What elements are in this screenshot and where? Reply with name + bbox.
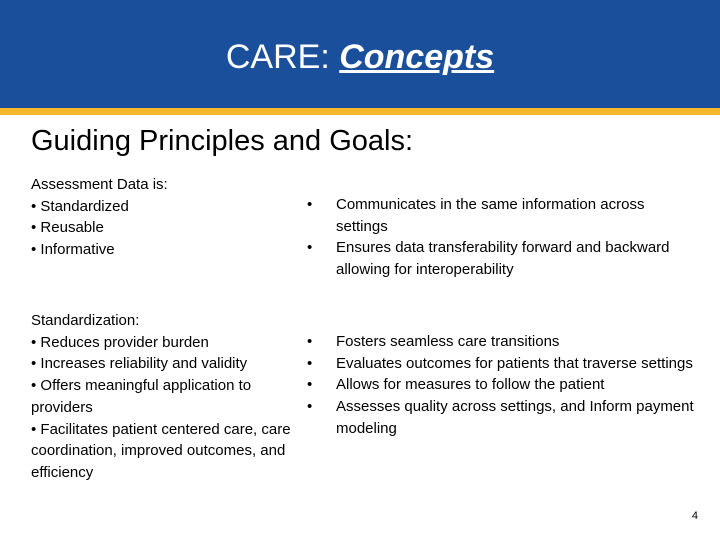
list-item: • Increases reliability and validity	[31, 353, 293, 375]
slide-title	[0, 36, 720, 78]
list-item: • Informative	[31, 239, 291, 261]
list-item: • Standardized	[31, 196, 291, 218]
list-item: • Offers meaningful application to providers	[31, 375, 293, 418]
assessment-list	[31, 196, 291, 261]
standardization-list	[31, 332, 293, 484]
section-heading: Guiding Principles and Goals:	[31, 125, 414, 157]
assessment-outcomes-block	[307, 194, 697, 281]
list-item: • Ensures data transferability forward and backward allowing for interoperability	[307, 237, 697, 280]
page-number: 4	[691, 510, 698, 522]
standardization-heading: Standardization:	[31, 312, 140, 329]
assessment-outcomes-list	[307, 194, 697, 281]
list-item: • Allows for measures to follow the patient	[307, 374, 697, 396]
banner-accent-rule	[0, 108, 720, 115]
standardization-outcomes-list	[307, 331, 697, 440]
slide-title-emphasis: Concepts	[339, 38, 495, 76]
assessment-heading: Assessment Data is:	[31, 176, 168, 193]
list-item: • Fosters seamless care transitions	[307, 331, 697, 353]
list-item: • Reduces provider burden	[31, 332, 293, 354]
standardization-outcomes-block	[307, 331, 697, 440]
standardization-block	[31, 310, 293, 484]
list-item: • Evaluates outcomes for patients that traverse settings	[307, 353, 697, 375]
slide-title-prefix: CARE:	[225, 38, 340, 76]
list-item: • Communicates in the same information across settings	[307, 194, 697, 237]
list-item: • Reusable	[31, 217, 291, 239]
list-item: • Assesses quality across settings, and Inform payment modeling	[307, 396, 697, 439]
list-item: • Facilitates patient centered care, care coordination, improved outcomes, and efficiency	[31, 419, 293, 484]
assessment-data-block	[31, 174, 291, 261]
